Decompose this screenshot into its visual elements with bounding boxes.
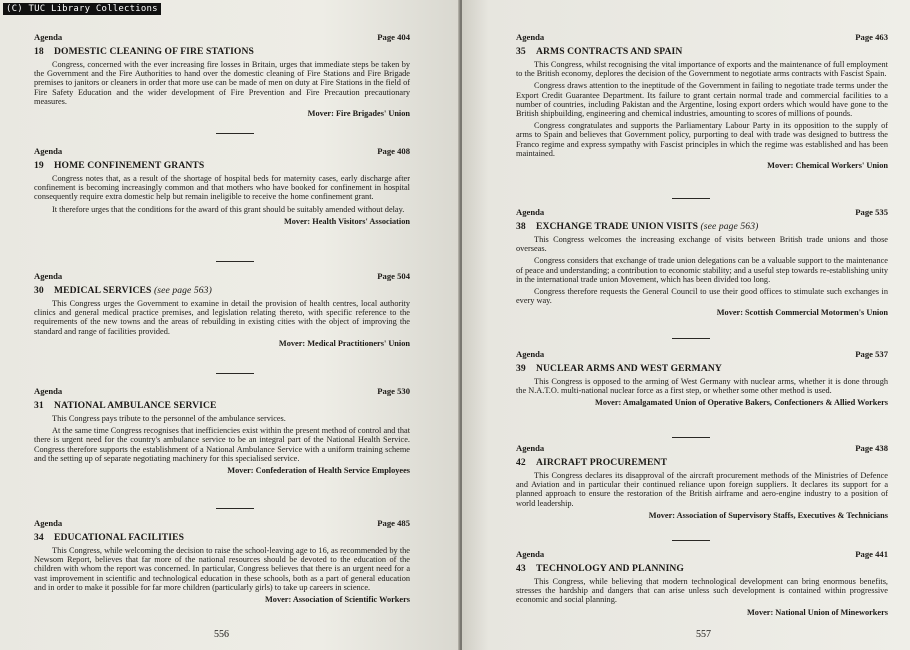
- motion-title-text: ARMS CONTRACTS AND SPAIN: [536, 46, 683, 57]
- motion-title-reference: (see page 563): [154, 285, 212, 296]
- agenda-label: Agenda: [34, 386, 63, 396]
- motion-block: [34, 146, 410, 227]
- section-divider: [216, 373, 254, 374]
- left-page-number: 556: [214, 629, 229, 640]
- section-divider: [216, 261, 254, 262]
- motion-mover: Mover: Association of Scientific Workers: [264, 595, 410, 605]
- motion-title: [516, 45, 888, 58]
- motion-mover: Mover: Scottish Commercial Motormen's Union: [716, 308, 888, 318]
- motion-block: [34, 518, 410, 605]
- motion-block: [516, 349, 888, 408]
- agenda-label: Agenda: [34, 32, 63, 42]
- motion-title-reference: (see page 563): [700, 221, 759, 232]
- motion-title-text: AIRCRAFT PROCUREMENT: [536, 457, 668, 468]
- page-reference: Page 485: [377, 518, 410, 528]
- motion-block: [516, 207, 888, 318]
- motion-mover: Mover: National Union of Mineworkers: [746, 607, 888, 617]
- agenda-label: Agenda: [34, 271, 63, 281]
- motion-paragraph: Congress draws attention to the ineptitude of the Government in failing to negotiate trade terms under the Export Credit Guarantee Department. Its failure to grant certain normal trade and commercial facilities to a number of countries, including Pakistan and the Argentine, losing export orders which would have gone to the British shipbuilding, engineering and chemical industries, amounting to scores of millions of pounds.: [516, 81, 888, 119]
- motion-paragraph: This Congress welcomes the increasing exchange of visits between British trade unions and those overseas.: [516, 235, 888, 254]
- agenda-label: Agenda: [34, 146, 63, 156]
- motion-title-text: EDUCATIONAL FACILITIES: [54, 532, 185, 543]
- motion-block: [34, 386, 410, 476]
- page-reference: Page 537: [855, 349, 888, 359]
- motion-header: [34, 32, 410, 43]
- agenda-label: Agenda: [516, 349, 545, 359]
- motion-title-text: NUCLEAR ARMS AND WEST GERMANY: [536, 363, 722, 374]
- motion-number: 34: [34, 532, 44, 543]
- motion-paragraph: Congress, concerned with the ever increasing fire losses in Britain, urges that immediate steps be taken by the Government and the Fire Authorities to hand over the domestic cleaning of Fire Stations and Fire Brigade premises to janitors or cleaners in order that more use can be made of men on duty at Fire Stations in the field of Fire Safety Education and the wider development of Fire Prevention and Fire Precaution precautionary measures.: [34, 60, 410, 106]
- motion-mover: Mover: Chemical Workers' Union: [767, 161, 888, 171]
- motion-title: [516, 562, 888, 575]
- motion-title: [516, 220, 888, 233]
- motion-header: [516, 443, 888, 454]
- motion-paragraph: This Congress, while believing that modern technological development can bring enormous benefits, stresses the hardship and dangers that can arise unless such development is contained within progressive economic and social planning.: [516, 577, 888, 605]
- motion-title: [34, 399, 410, 412]
- motion-header: [34, 386, 410, 397]
- motion-title: [34, 159, 410, 172]
- motion-mover: Mover: Confederation of Health Service Employees: [227, 466, 410, 476]
- motion-mover: Mover: Fire Brigades' Union: [307, 109, 410, 119]
- motion-block: [516, 549, 888, 618]
- section-divider: [672, 198, 710, 199]
- motion-paragraph: This Congress, while welcoming the decision to raise the school-leaving age to 16, as recommended by the Newsom Report, believes that far more of the national resources should be devoted to the education of the children with whom the report was concerned. In particular, Congress believes that there is an urgent need for a vast improvement in scientific and technological education in these schools, both as a part of general education and in order to make it possible for far more children (particularly girls) to take up careers in science.: [34, 546, 410, 592]
- motion-block: [516, 443, 888, 521]
- motion-block: [516, 32, 888, 171]
- motion-header: [34, 146, 410, 157]
- motion-header: [34, 271, 410, 282]
- motion-header: [34, 518, 410, 529]
- motion-header: [516, 32, 888, 43]
- motion-paragraph: It therefore urges that the conditions for the award of this grant should be suitably amended without delay.: [52, 204, 405, 214]
- motion-number: 43: [516, 563, 526, 574]
- motion-paragraph: Congress therefore requests the General Council to use their good offices to stimulate such exchanges in every way.: [516, 287, 888, 306]
- page-reference: Page 404: [377, 32, 410, 42]
- right-page-number: 557: [696, 629, 711, 640]
- motion-title-text: TECHNOLOGY AND PLANNING: [536, 563, 684, 574]
- motion-paragraph: At the same time Congress recognises that inefficiencies exist within the present method of control and that there is urgent need for the country's ambulance service to be an integral part of the National Health Service. Congress therefore supports the establishment of a National Ambulance Service with a uniform training scheme and the setting up of separate negotiating machinery for this specialised service.: [34, 426, 410, 463]
- agenda-label: Agenda: [34, 518, 63, 528]
- motion-paragraph: This Congress pays tribute to the personnel of the ambulance services.: [52, 414, 286, 423]
- agenda-label: Agenda: [516, 549, 545, 559]
- motion-title: [34, 284, 410, 297]
- motion-mover: Mover: Medical Practitioners' Union: [278, 338, 410, 348]
- right-page: [462, 0, 910, 650]
- motion-title: [34, 45, 410, 58]
- section-divider: [216, 508, 254, 509]
- page-reference: Page 504: [377, 271, 410, 281]
- motion-header: [516, 549, 888, 560]
- motion-paragraph: Congress congratulates and supports the Parliamentary Labour Party in its opposition to the supply of arms to Spain and believes that Government policy, purporting to deal with trade was designed to buttress the Franco regime and express sympathy with Fascist principles in which the regime was established and has been maintained.: [516, 121, 888, 158]
- motion-title-text: HOME CONFINEMENT GRANTS: [54, 160, 205, 171]
- motion-header: [516, 349, 888, 360]
- page-reference: Page 408: [377, 146, 410, 156]
- agenda-label: Agenda: [516, 32, 545, 42]
- motion-title: [34, 531, 410, 544]
- motion-header: [516, 207, 888, 218]
- motion-title: [516, 362, 888, 375]
- motion-block: [34, 271, 410, 349]
- motion-paragraph: Congress notes that, as a result of the shortage of hospital beds for maternity cases, early discharge after confinement is becoming increasingly common and that mothers who have booked for confinement in hospital consequently require extra domestic help but remain ineligible to receive the home confinement grant.: [34, 174, 410, 202]
- motion-number: 30: [34, 285, 44, 296]
- motion-number: 38: [516, 221, 526, 232]
- motion-title-text: MEDICAL SERVICES: [54, 285, 152, 296]
- motion-number: 18: [34, 46, 44, 57]
- motion-number: 39: [516, 363, 526, 374]
- motion-mover: Mover: Association of Supervisory Staffs, Executives & Technicians: [648, 510, 888, 520]
- page-reference: Page 535: [855, 207, 888, 217]
- agenda-label: Agenda: [516, 443, 545, 453]
- motion-title-text: NATIONAL AMBULANCE SERVICE: [54, 400, 217, 411]
- motion-number: 31: [34, 400, 44, 411]
- motion-paragraph: This Congress declares its disapproval of the aircraft procurement methods of the Ministries of Defence and Aviation and in particular their continued reliance upon foreign suppliers. It declares its support for a planned approach to ensure the restoration of the British airframe and aero-engine industry to a position of world leadership.: [516, 471, 888, 508]
- motion-paragraph: This Congress, whilst recognising the vital importance of exports and the maintenance of full employment to the British economy, deplores the decision of the Government to negotiate arms contracts with Fascist Spain.: [516, 60, 888, 79]
- watermark-label: (C) TUC Library Collections: [3, 3, 161, 15]
- motion-number: 35: [516, 46, 526, 57]
- motion-title-text: DOMESTIC CLEANING OF FIRE STATIONS: [54, 46, 254, 57]
- page-reference: Page 463: [855, 32, 888, 42]
- motion-mover: Mover: Health Visitors' Association: [283, 216, 410, 226]
- section-divider: [672, 338, 710, 339]
- motion-number: 19: [34, 160, 44, 171]
- motion-paragraph: This Congress is opposed to the arming of West Germany with nuclear arms, whether it is done through the N.A.T.O. multi-national nuclear force as a first step, or whether some other method is used.: [516, 377, 888, 396]
- section-divider: [216, 133, 254, 134]
- motion-number: 42: [516, 457, 526, 468]
- page-reference: Page 441: [855, 549, 888, 559]
- motion-title: [516, 456, 888, 469]
- motion-title-text: EXCHANGE TRADE UNION VISITS: [536, 221, 699, 232]
- page-reference: Page 530: [377, 386, 410, 396]
- section-divider: [672, 540, 710, 541]
- section-divider: [672, 437, 710, 438]
- motion-paragraph: This Congress urges the Government to examine in detail the provision of health centres, local authority clinics and general medical practice premises, and legislation relating thereto, with specific reference to the requirements of the new towns and the areas of rebuilding in existing cities with the object of improving the standard and range of facilities provided.: [34, 299, 410, 336]
- motion-block: [34, 32, 410, 119]
- agenda-label: Agenda: [516, 207, 545, 217]
- motion-mover: Mover: Amalgamated Union of Operative Bakers, Confectioners & Allied Workers: [595, 398, 888, 408]
- page-reference: Page 438: [855, 443, 888, 453]
- motion-paragraph: Congress considers that exchange of trade union delegations can be a valuable support to the maintenance of peace and understanding; a contribution to economic stability; and a useful step towards re-establishing unity in the international trade union Movement, which has been divided too long.: [516, 256, 888, 284]
